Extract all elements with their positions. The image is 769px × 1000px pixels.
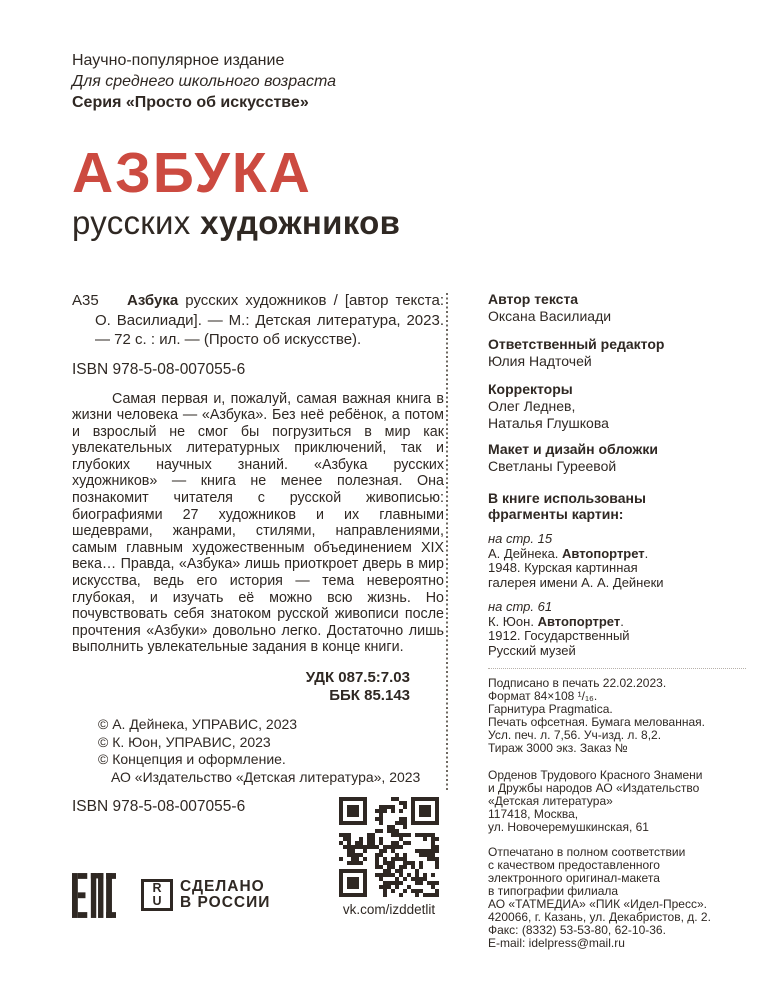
imprint-block — [72, 50, 769, 113]
bbk: ББК 85.143 — [329, 687, 410, 704]
qr-caption: vk.com/izddetlit — [342, 901, 436, 917]
print-info-line: Подписано в печать 22.02.2023. — [488, 676, 667, 690]
credit-designer — [488, 441, 746, 475]
print-info-line: Печать офсетная. Бумага мелованная. — [488, 715, 705, 729]
credit-editor — [488, 336, 746, 370]
printery-line: с качеством предоставленного — [488, 858, 660, 872]
made-in-russia-text — [180, 879, 270, 911]
credit-name: Олег Леднев, — [488, 398, 576, 414]
fragment-detail: галерея имени А. А. Дейнеки — [488, 574, 664, 590]
print-info-block — [488, 677, 746, 755]
fragment-title-line: К. Юон. Автопортрет. — [488, 613, 624, 629]
title-main: АЗБУКА — [72, 141, 312, 205]
book-title — [72, 141, 769, 242]
catalog-entry — [72, 291, 444, 350]
catalog-rest: русских художников / [автор текста: О. Василиади]. — М.: Детская литература, 2023. — 72 с. : ил. — (Просто об искусстве). — [95, 292, 444, 348]
age-note: Для среднего школьного возраста — [72, 73, 337, 90]
edition-type: Научно-популярное издание — [72, 52, 285, 69]
printery-line: Факс: (8332) 53-53-80, 62-10-36. — [488, 923, 666, 937]
column-divider — [446, 293, 448, 791]
credit-role: Автор текста — [488, 291, 579, 307]
printery-line: Отпечатано в полном соответствии — [488, 845, 686, 859]
copyright-line: © А. Дейнека, УПРАВИС, 2023 — [98, 716, 298, 732]
publisher-line: «Детская литература» — [488, 794, 613, 808]
credit-role: Макет и дизайн обложки — [488, 441, 658, 457]
mir-line1: СДЕЛАНО — [180, 878, 265, 896]
printery-block — [488, 846, 746, 950]
udk: УДК 087.5:7.03 — [305, 669, 410, 686]
fragment-page-ref: на стр. 61 — [488, 599, 553, 614]
fragment-title-line: А. Дейнека. Автопортрет. — [488, 545, 649, 561]
catalog-title: Азбука — [127, 292, 179, 309]
copyright-line: АО «Издательство «Детская литература», 2023 — [111, 769, 421, 786]
bottom-left-area — [72, 797, 444, 931]
fragment-entry — [488, 532, 746, 590]
credit-proofreaders — [488, 381, 746, 432]
publisher-line: и Дружбы народов АО «Издательство — [488, 781, 700, 795]
mir-box-u: U — [152, 894, 162, 909]
credit-name: Юлия Надточей — [488, 353, 592, 369]
publisher-block — [488, 769, 746, 834]
print-info-line: Гарнитура Pragmatica. — [488, 702, 613, 716]
fragments-heading: В книге использованы фрагменты картин: — [488, 490, 646, 522]
title-sub — [72, 204, 769, 242]
fragment-detail: 1948. Курская картинная — [488, 560, 638, 575]
printery-line: электронного оригинал-макета — [488, 871, 660, 885]
printery-line: 420066, г. Казань, ул. Декабристов, д. 2. — [488, 910, 711, 924]
copyright-line: © К. Юон, УПРАВИС, 2023 — [98, 733, 271, 750]
made-in-russia-ru-icon — [141, 879, 173, 911]
isbn-top: ISBN 978-5-08-007055-6 — [72, 360, 246, 378]
publisher-line: ул. Новочеремушкинская, 61 — [488, 820, 649, 834]
copyright-line: © Концепция и оформление. — [98, 751, 286, 768]
qr-block — [334, 797, 444, 917]
credit-role: Ответственный редактор — [488, 336, 665, 352]
printery-line: E-mail: idelpress@mail.ru — [488, 936, 625, 950]
credit-name: Оксана Василиади — [488, 308, 612, 324]
credit-author — [488, 291, 746, 325]
fragment-detail: Русский музей — [488, 642, 576, 658]
fragment-detail: 1912. Государственный — [488, 628, 630, 643]
title-sub-regular: русских — [72, 204, 201, 241]
publisher-line: 117418, Москва, — [488, 807, 579, 821]
catalog-code: А35 — [72, 292, 99, 309]
fragment-page-ref: на стр. 15 — [488, 531, 553, 546]
printery-line: в типографии филиала — [488, 884, 619, 898]
right-column — [488, 291, 746, 950]
title-sub-bold: художников — [200, 204, 401, 241]
section-divider — [488, 668, 746, 669]
qr-code-icon — [339, 797, 439, 897]
print-info-line: Формат 84×108 ¹/₁₆. — [488, 689, 598, 703]
fragment-entry — [488, 600, 746, 658]
columns — [72, 291, 769, 950]
eac-mark-icon — [72, 873, 116, 918]
credit-role: Корректоры — [488, 381, 573, 397]
mir-line2: В РОССИИ — [180, 894, 271, 912]
credit-name: Светланы Гуреевой — [488, 458, 617, 474]
print-info-line: Тираж 3000 экз. Заказ № — [488, 741, 628, 755]
credit-name: Наталья Глушкова — [488, 415, 609, 431]
left-column — [72, 291, 444, 950]
publisher-line: Орденов Трудового Красного Знамени — [488, 768, 703, 782]
print-info-line: Усл. печ. л. 7,56. Уч-изд. л. 8,2. — [488, 728, 662, 742]
made-in-russia-logo — [141, 879, 270, 911]
copyright-block — [98, 716, 444, 787]
udk-bbk-block — [72, 669, 444, 705]
series-name: Серия «Просто об искусстве» — [72, 94, 309, 111]
printery-line: АО «ТАТМЕДИА» «ПИК «Идел-Пресс». — [488, 897, 707, 911]
mir-box-r: R — [152, 881, 162, 896]
isbn-bottom: ISBN 978-5-08-007055-6 — [72, 797, 246, 815]
annotation: Самая первая и, пожалуй, самая важная книга в жизни человека — «Азбука». Без неё ребёнок, а потом и взрослый не смог бы погрузиться в мир как увлекательных литературных приключений, так и глубоких научных знаний. «Азбука русских художников» — книга не менее полезная. Она познакомит читателя с русской живописью: биографиями 27 художников и их главными шедеврами, жанрами, стилями, направлениями, самым главным художественным объединением XIX века… Правда, «Азбука» лишь приоткроет дверь в мир искусства, ведь его история — тема невероятно глубокая, и изучать её можно всю жизнь. Но почувствовать себя знатоком русской живописи после прочтения «Азбуки» довольно легко. Достаточно лишь выполнить увлекательные задания в конце книги. — [72, 390, 444, 656]
